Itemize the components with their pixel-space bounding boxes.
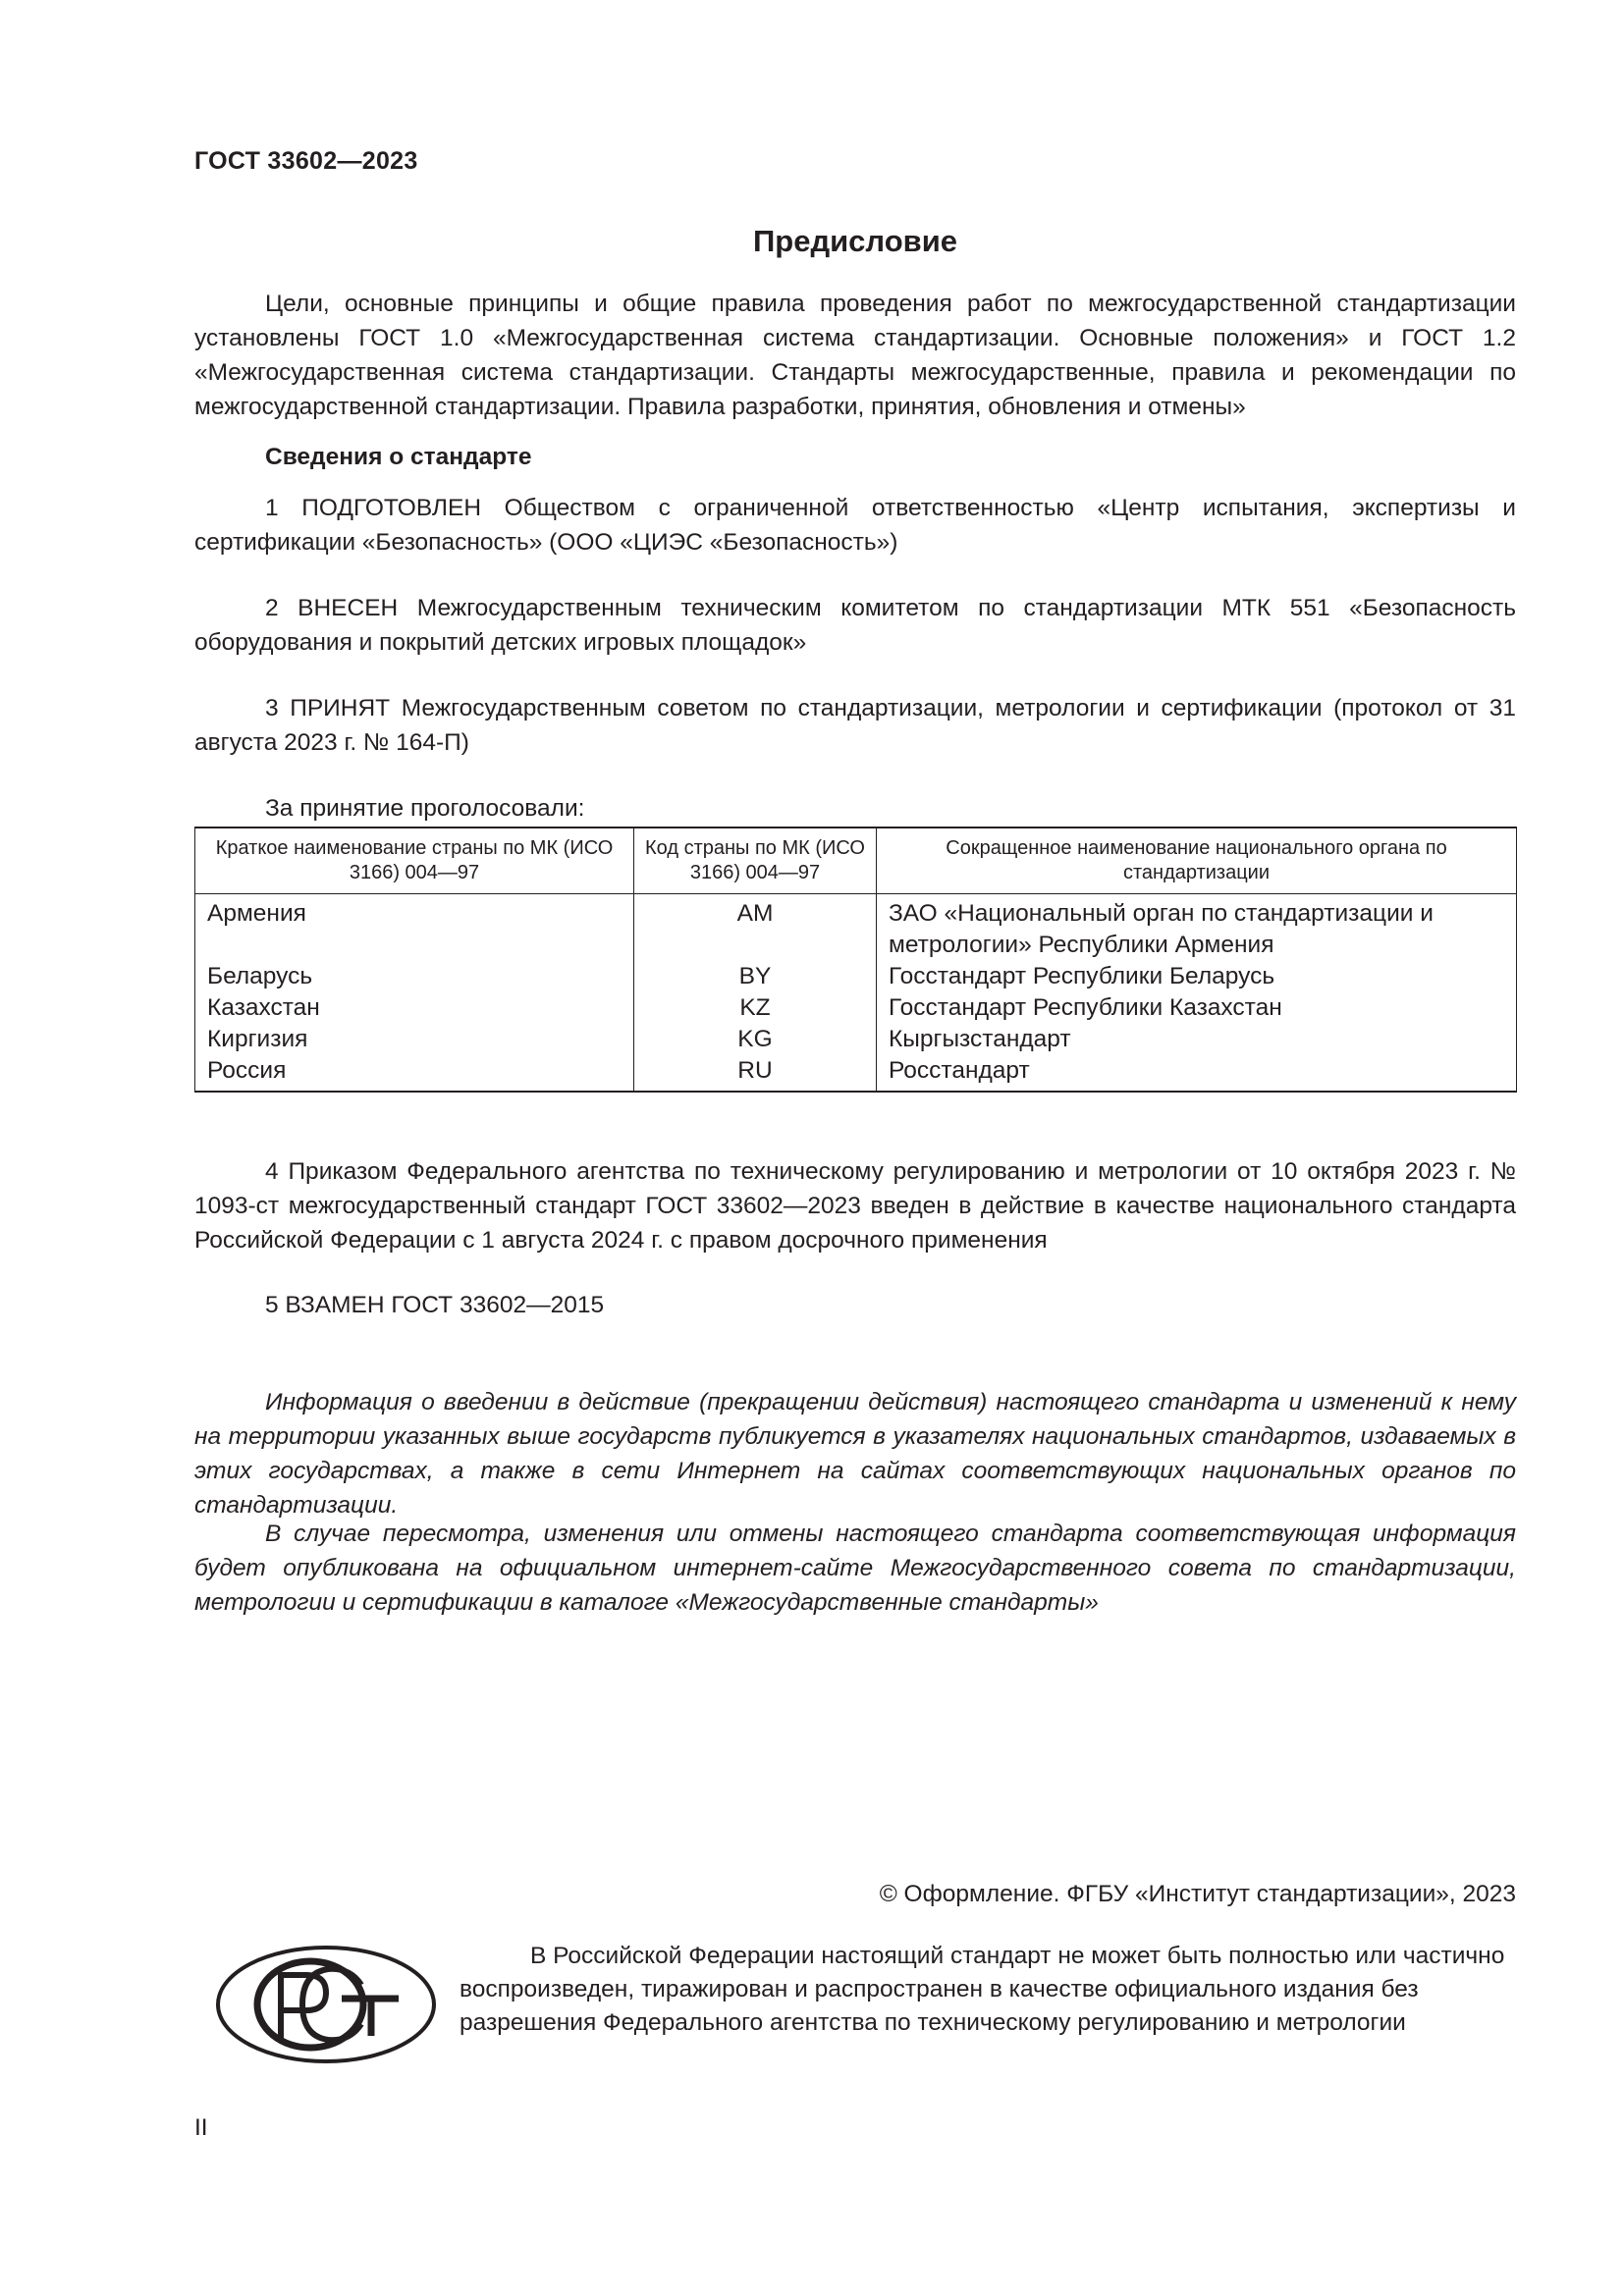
item-prepared-paragraph: 1 ПОДГОТОВЛЕН Обществом с ограниченной ответственностью «Центр испытания, экспертизы и сертификации «Безопасность» (ООО «ЦИЭС «Безопасность») bbox=[194, 495, 1516, 556]
item-replaces-paragraph: 5 ВЗАМЕН ГОСТ 33602—2015 bbox=[265, 1292, 605, 1318]
cell-country-code: BY bbox=[634, 961, 877, 992]
item-enacted-paragraph: 4 Приказом Федерального агентства по техническому регулированию и метрологии от 10 октября 2023 г. № 1093-ст межгосударственный стандарт ГОСТ 33602—2023 введен в действие в качестве национального стандарта Российской Федерации с 1 августа 2024 г. с правом досрочного применения bbox=[194, 1158, 1516, 1254]
cell-national-body: ЗАО «Национальный орган по стандартизации и метрологии» Республики Армения bbox=[877, 894, 1517, 962]
cell-country-code: AM bbox=[634, 894, 877, 962]
page-number: II bbox=[194, 2114, 208, 2141]
table-row bbox=[195, 992, 1517, 1024]
cell-country-name: Армения bbox=[195, 894, 634, 962]
copyright-notice: © Оформление. ФГБУ «Институт стандартизации», 2023 bbox=[879, 1881, 1516, 1907]
standard-info-heading: Сведения о стандарте bbox=[265, 444, 532, 470]
cell-country-code: RU bbox=[634, 1055, 877, 1092]
page-title: Предисловие bbox=[752, 224, 957, 258]
cell-country-name: Киргизия bbox=[195, 1024, 634, 1055]
column-header-country-name: Краткое наименование страны по МК (ИСО 3166) 004—97 bbox=[195, 828, 634, 894]
cell-country-code: KG bbox=[634, 1024, 877, 1055]
notice-publication-paragraph: Информация о введении в действие (прекращении действия) настоящего стандарта и изменений к нему на территории указанных выше государств публикуется в указателях национальных стандартов, издаваемых в этих государствах, а также в сети Интернет на сайтах соответствующих национальных органов по стандартизации. bbox=[194, 1389, 1516, 1519]
table-row bbox=[195, 894, 1517, 962]
table-row bbox=[195, 1024, 1517, 1055]
notice-revision-paragraph: В случае пересмотра, изменения или отмены настоящего стандарта соответствующая информация будет опубликована на официальном интернет-сайте Межгосударственного совета по стандартизации, метрологии и сертификации в каталоге «Межгосударственные стандарты» bbox=[194, 1521, 1516, 1616]
item-adopted-paragraph: 3 ПРИНЯТ Межгосударственным советом по стандартизации, метрологии и сертификации (протокол от 31 августа 2023 г. № 164-П) bbox=[194, 695, 1516, 756]
cell-country-code: KZ bbox=[634, 992, 877, 1024]
reproduction-rights-notice: В Российской Федерации настоящий стандарт не может быть полностью или частично воспроизведен, тиражирован и распространен в качестве официального издания без разрешения Федерального агентства по техническому регулированию и метрологии bbox=[460, 1943, 1505, 2036]
cell-country-name: Казахстан bbox=[195, 992, 634, 1024]
preface-intro-paragraph: Цели, основные принципы и общие правила проведения работ по межгосударственной стандартизации установлены ГОСТ 1.0 «Межгосударственная система стандартизации. Основные положения» и ГОСТ 1.2 «Межгосударственная система стандартизации. Стандарты межгосударственные, правила и рекомендации по межгосударственной стандартизации. Правила разработки, принятия, обновления и отмены» bbox=[194, 291, 1516, 420]
cell-national-body: Кыргызстандарт bbox=[877, 1024, 1517, 1055]
vote-caption: За принятие проголосовали: bbox=[265, 795, 585, 822]
item-introduced-paragraph: 2 ВНЕСЕН Межгосударственным техническим комитетом по стандартизации МТК 551 «Безопасность оборудования и покрытий детских игровых площадок» bbox=[194, 595, 1516, 656]
table-row bbox=[195, 961, 1517, 992]
cell-national-body: Госстандарт Республики Беларусь bbox=[877, 961, 1517, 992]
voting-countries-table bbox=[194, 827, 1517, 1093]
column-header-country-code: Код страны по МК (ИСО 3166) 004—97 bbox=[634, 828, 877, 894]
table-row bbox=[195, 1055, 1517, 1092]
table-header-row bbox=[195, 828, 1517, 894]
document-code-header: ГОСТ 33602—2023 bbox=[194, 147, 418, 175]
document-page bbox=[194, 0, 1516, 2296]
logo-text: РСТ bbox=[212, 1942, 214, 1943]
cell-country-name: Россия bbox=[195, 1055, 634, 1092]
cell-country-name: Беларусь bbox=[195, 961, 634, 992]
cell-national-body: Госстандарт Республики Казахстан bbox=[877, 992, 1517, 1024]
column-header-national-body: Сокращенное наименование национального органа по стандартизации bbox=[877, 828, 1517, 894]
cell-national-body: Росстандарт bbox=[877, 1055, 1517, 1092]
rst-certification-mark-icon bbox=[212, 1942, 440, 2067]
